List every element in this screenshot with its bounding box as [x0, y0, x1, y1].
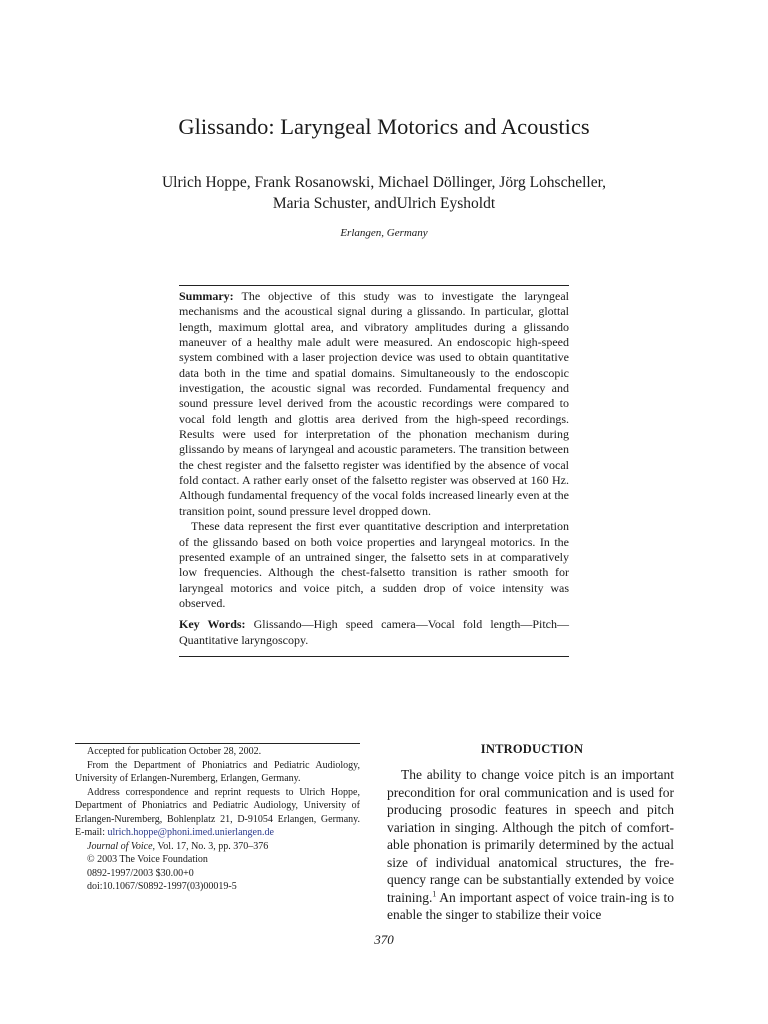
abstract-bottom-rule [179, 656, 569, 657]
abstract [179, 289, 569, 648]
keywords-text: Glissando—High speed camera—Vocal fold length—Pitch—Quantitative laryngoscopy. [179, 617, 569, 647]
footnote-accepted: Accepted for publication October 28, 2002. [87, 746, 262, 757]
footnote-from: From the Department of Phoniatrics and Pediatric Audiology, University of Erlangen-Nuremberg, Erlangen, Germany. [75, 759, 360, 784]
paper-title: Glissando: Laryngeal Motorics and Acoustics [178, 114, 590, 139]
journal-details: , Vol. 17, No. 3, pp. 370–376 [152, 840, 269, 852]
keywords [179, 617, 569, 648]
intro-text-a: The ability to change voice pitch is an important precondition for oral communication and is used for producing prosodic features in speech and pitch variation in singing. Although the pitch of comfort-able phonation is primarily determined by the actual size of individual anatomical structures, the fre-quency range can be substantially extended by voice training. [387, 767, 674, 905]
authors-line-2: Maria Schuster, andUlrich Eysholdt [272, 195, 496, 212]
footnote-issn: 0892-1997/2003 $30.00+0 [87, 867, 194, 879]
footnote-address-text: Address correspondence and reprint requests to Ulrich Hoppe, Department of Phoniatrics and Pediatric Audiology, University of Erlangen-Nuremberg, Bohlenplatz 21, D-91054 Erlangen, Germany. E-mail: [75, 786, 360, 838]
footnote-address [75, 786, 360, 840]
footnote-rule [75, 743, 360, 744]
author-list [0, 172, 768, 214]
email-link[interactable]: ulrich.hoppe@phoni.imed.unierlangen.de [107, 827, 274, 838]
page-number: 370 [374, 932, 394, 947]
journal-name: Journal of Voice [87, 840, 153, 852]
intro-text-b: An important aspect of voice train-ing is to enable the singer to stabilize their voice [387, 889, 674, 922]
summary-label: Summary: [179, 289, 234, 303]
affiliation: Erlangen, Germany [340, 227, 428, 239]
footnote-copyright: © 2003 The Voice Foundation [87, 854, 208, 865]
abstract-top-rule [179, 285, 569, 286]
keywords-label: Key Words: [179, 617, 246, 632]
summary-text: The objective of this study was to investigate the laryngeal mechanisms and the acoustical signal during a glissando. In particular, glottal length, maximum glottal area, and vibratory amplitudes during a glissando maneuver of a healthy male adult were measured. An endoscopic high-speed system combined with a laser projection device was used to obtain quantitative data both in the time and spatial domains. Simultaneously to the endoscopic investigation, the acoustic signal was recorded. Fundamental frequency and sound pressure level derived from the acoustic recordings were compared to vocal fold length and glottis area derived from the high-speed recordings. Results were used for interpretation of the phonation mechanism during glissando by means of laryngeal and acoustic parameters. The transition between the chest register and the falsetto register was identified by the absence of vocal fold contact. A rather early onset of the falsetto register was observed at 160 Hz. Although fundamental frequency of the vocal folds increased linearly even at the transition point, sound pressure level dropped down. [179, 289, 569, 518]
footnotes [75, 745, 360, 894]
abstract-summary [179, 289, 569, 519]
authors-line-1: Ulrich Hoppe, Frank Rosanowski, Michael Döllinger, Jörg Lohscheller, [161, 174, 606, 191]
footnote-journal [75, 840, 360, 854]
abstract-paragraph-2: These data represent the first ever quantitative description and interpretation of the glissando based on both voice properties and laryngeal motorics. In the presented example of an untrained singer, the falsetto sets in at comparatively low frequencies. Although the chest-falsetto transition is rather smooth for laryngeal motorics and voice pitch, a sudden drop of voice intensity was observed. [179, 519, 569, 610]
introduction-paragraph [387, 766, 674, 924]
reference-marker: 1 [432, 889, 437, 898]
footnote-doi: doi:10.1067/S0892-1997(03)00019-5 [87, 881, 237, 892]
section-heading-introduction: INTRODUCTION [480, 742, 584, 756]
